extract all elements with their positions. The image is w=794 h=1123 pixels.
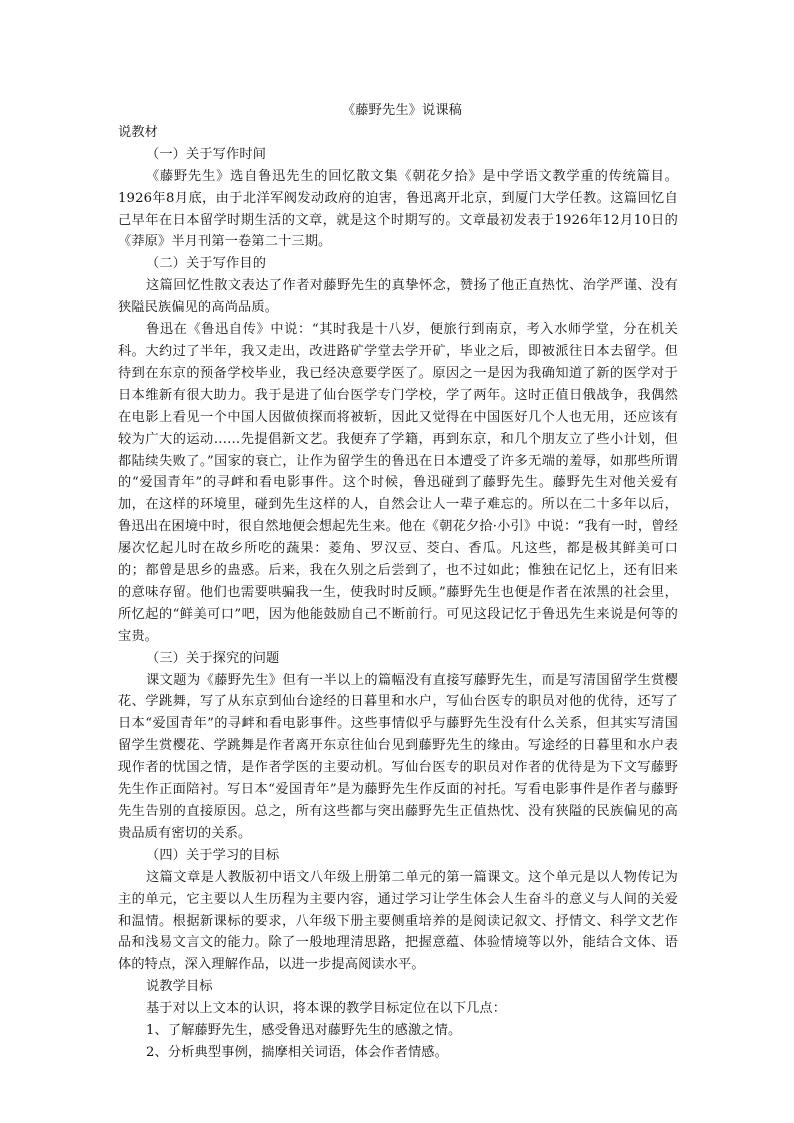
subheading-writing-purpose: （二）关于写作目的 bbox=[146, 256, 267, 272]
paragraph-inquiry-question: 课文题为《藤野先生》但有一半以上的篇幅没有直接写藤野先生，而是写清国留学生赏樱花、学跳舞，写了从东京到仙台途经的日暮里和水户，写仙台医专的职员对他的优待，还写了日本“爱国青年”的寻衅和看电影事件。这些事情似乎与藤野先生没有什么关系，但其实写清国留学生赏樱花、学跳舞是作者离开东京往仙台见到藤野先生的缘由。写途经的日暮里和水户表现作者的忧国之情，是作者学医的主要动机。写仙台医专的职员对作者的优待是为下文写藤野先生作正面陪衬。写日本“爱国青年”是为藤野先生作反面的衬托。写看电影事件是作者与藤野先生告别的直接原因。总之，所有这些都与突出藤野先生正值热忱、没有狭隘的民族偏见的高贵品质有密切的关系。 bbox=[118, 672, 678, 841]
teaching-goal-item: 2、分析典型事例，揣摩相关词语，体会作者情感。 bbox=[146, 1044, 448, 1060]
paragraph-writing-purpose-1: 这篇回忆性散文表达了作者对藤野先生的真挚怀念，赞扬了他正直热忱、治学严谨、没有狭隘民族偏见的高尚品质。 bbox=[118, 278, 678, 316]
paragraph-teaching-goals-intro: 基于对以上文本的认识，将本课的教学目标定位在以下几点： bbox=[146, 1001, 507, 1017]
paragraph-writing-purpose-2: 鲁迅在《鲁迅自传》中说：“其时我是十八岁，便旅行到南京，考入水师学堂，分在机关科。大约过了半年，我又走出，改进路矿学堂去学开矿，毕业之后，即被派往日本去留学。但待到在东京的预备学校毕业，我已经决意要学医了。原因之一是因为我确知道了新的医学对于日本维新有很大助力。我于是进了仙台医学专门学校，学了两年。这时正值日俄战争，我偶然在电影上看见一个中国人因做侦探而将被斩，因此又觉得在中国医好几个人也无用，还应该有较为广大的运动……先提倡新文艺。我便弃了学籍，再到东京，和几个朋友立了些小计划，但都陆续失败了。”国家的衰亡，让作为留学生的鲁迅在日本遭受了许多无端的羞辱，如那些所谓的“爱国青年”的寻衅和看电影事件。这个时候，鲁迅碰到了藤野先生。藤野先生对他关爱有加，在这样的环境里，碰到先生这样的人，自然会让人一辈子难忘的。所以在二十多年以后，鲁迅出在困境中时，很自然地便会想起先生来。他在《朝花夕拾·小引》中说：“我有一时，曾经屡次忆起儿时在故乡所吃的蔬果：菱角、罗汉豆、茭白、香瓜。凡这些，都是极其鲜美可口的；都曾是思乡的蛊惑。后来，我在久别之后尝到了，也不过如此；惟独在记忆上，还有旧来的意味存留。他们也需要哄骗我一生，使我时时反顾。”藤野先生也便是作者在浓黑的社会里，所忆起的“鲜美可口”吧，因为他能鼓励自己不断前行。可见这段记忆于鲁迅先生来说是何等的宝贵。 bbox=[118, 322, 678, 644]
document-page bbox=[118, 100, 678, 1064]
section-heading-teaching-material: 说教材 bbox=[118, 124, 159, 140]
teaching-goal-item: 1、了解藤野先生，感受鲁迅对藤野先生的感激之情。 bbox=[146, 1023, 462, 1039]
subheading-inquiry-question: （三）关于探究的问题 bbox=[146, 650, 280, 666]
subheading-writing-time: （一）关于写作时间 bbox=[146, 146, 267, 162]
document-title bbox=[118, 100, 678, 122]
paragraph-writing-time: 《藤野先生》选自鲁迅先生的回忆散文集《朝花夕拾》是中学语文教学重的传统篇目。1926年8月底，由于北洋军阀发动政府的迫害，鲁迅离开北京，到厦门大学任教。这篇回忆自己早年在日本留学时期生活的文章，就是这个时期写的。文章最初发表于1926年12月10日的《莽原》半月刊第一卷第二十三期。 bbox=[118, 168, 678, 250]
document-title-text: 《藤野先生》说课稿 bbox=[341, 103, 463, 118]
subheading-learning-goals: （四）关于学习的目标 bbox=[146, 847, 280, 863]
section-heading-teaching-goals: 说教学目标 bbox=[146, 979, 213, 995]
paragraph-learning-goals: 这篇文章是人教版初中语文八年级上册第二单元的第一篇课文。这个单元是以人物传记为主的单元，它主要以人生历程为主要内容，通过学习让学生体会人生奋斗的意义与人间的关爱和温情。根据新课标的要求，八年级下册主要侧重培养的是阅读记叙文、抒情文、科学文艺作品和浅易文言文的能力。除了一般地理清思路，把握意蕴、体验情境等以外，能结合文体、语体的特点，深入理解作品，以进一步提高阅读水平。 bbox=[118, 869, 678, 973]
